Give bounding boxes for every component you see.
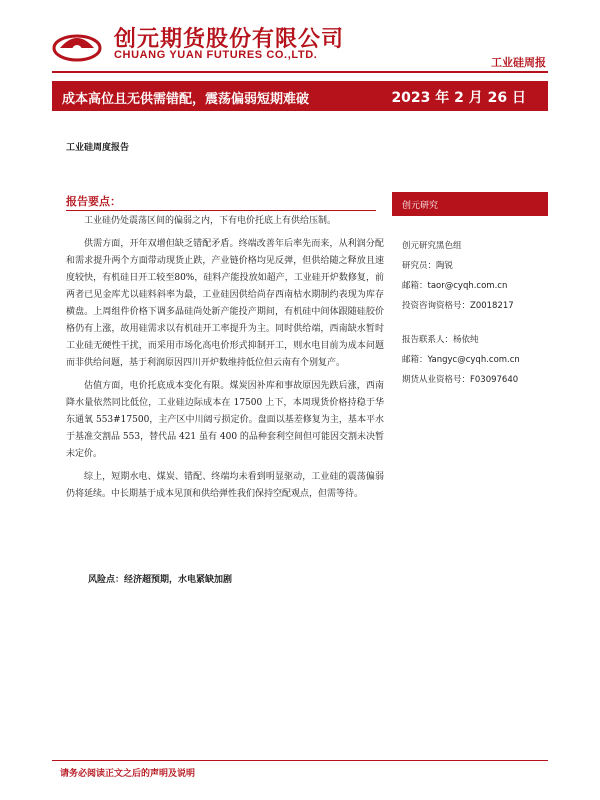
company-name-en: CHUANG YUAN FUTURES CO.,LTD. <box>114 49 318 61</box>
paragraph: 综上，短期水电、煤炭、错配、终端均未看到明显驱动，工业硅的震荡偏弱仍将延续。中长期基于成本见顶和供给弹性我们保持空配观点，但需等待。 <box>66 472 384 499</box>
risk-note: 风险点：经济超预期，水电紧缺加剧 <box>88 575 233 585</box>
researcher-email[interactable]: 邮箱：taor@cyqh.com.cn <box>402 281 508 291</box>
key-points-heading: 报告要点： <box>66 195 121 208</box>
researcher-cert: 投资咨询资格号：Z0018217 <box>402 301 514 311</box>
contact-cert: 期货从业资格号：F03097640 <box>402 375 519 385</box>
contact-info <box>402 330 552 390</box>
report-date: 2023 年 2 月 26 日 <box>391 90 526 106</box>
paragraph: 工业硅仍处震荡区间的偏弱之内，下有电价托底上有供给压制。 <box>84 216 337 226</box>
paragraph: 供需方面，开年双增但缺乏错配矛盾。终端改善年后率先而来，从利润分配和需求提升两个方面带动现货止跌，产业链价格均见反弹，但供给随之释放且速度较快，有机硅日开工较至80%，硅料产能投放如超产，工业硅开炉数修复，前两者已见金库尤以硅料斜率为最，工业硅因供给尚存西南枯水期制约表现为库存横盘。上周组件价格下调多晶硅尚处新产能投产期间，有机硅中间体跟随硅胶价格仍有上涨，故用硅需求以有机硅开工率提升为主。同时供给端，西南缺水暂时工业硅无硬性干扰，而采用市场化高电价形式抑制开工，则水电目前为成本问题而非供给问题，基于利润原因四川开炉数维持低位但云南有个别复产。 <box>66 239 384 368</box>
report-title: 成本高位且无供需错配，震荡偏弱短期难破 <box>62 92 310 107</box>
footer-divider <box>52 760 548 761</box>
sidebar-header <box>392 192 548 216</box>
title-banner <box>52 81 548 111</box>
footer-disclaimer: 请务必阅读正文之后的声明及说明 <box>60 769 196 779</box>
logo-emblem-icon <box>52 26 102 62</box>
contact-email[interactable]: 邮箱：Yangyc@cyqh.com.cn <box>402 355 520 365</box>
header-divider <box>52 71 548 73</box>
report-subtitle: 工业硅周度报告 <box>66 143 130 153</box>
contact-name: 报告联系人：杨依纯 <box>402 335 479 345</box>
paragraph: 估值方面，电价托底成本变化有限。煤炭因补库和事故原因先跌后涨，西南降水量依然同比低位，工业硅边际成本在 17500 上下，本周现货价格持稳于华东通氧 553#17500，主产区中川阔亏损定价。盘面以基差修复为主，基本平水于基准交割品 553，替代品 421 虽有 400 的品种套利空间但可能因交割未决暂未定价。 <box>66 381 384 459</box>
sidebar-header-label: 创元研究 <box>402 201 439 211</box>
research-group: 创元研究黑色组 <box>402 241 462 251</box>
analyst-info <box>402 236 552 316</box>
company-logo <box>52 22 345 66</box>
report-type-label: 工业硅周报 <box>491 56 546 69</box>
key-points-divider <box>66 210 376 211</box>
researcher-name: 研究员：陶锐 <box>402 261 454 271</box>
key-points-body <box>66 213 384 509</box>
company-name-cn: 创元期货股份有限公司 <box>114 27 345 52</box>
